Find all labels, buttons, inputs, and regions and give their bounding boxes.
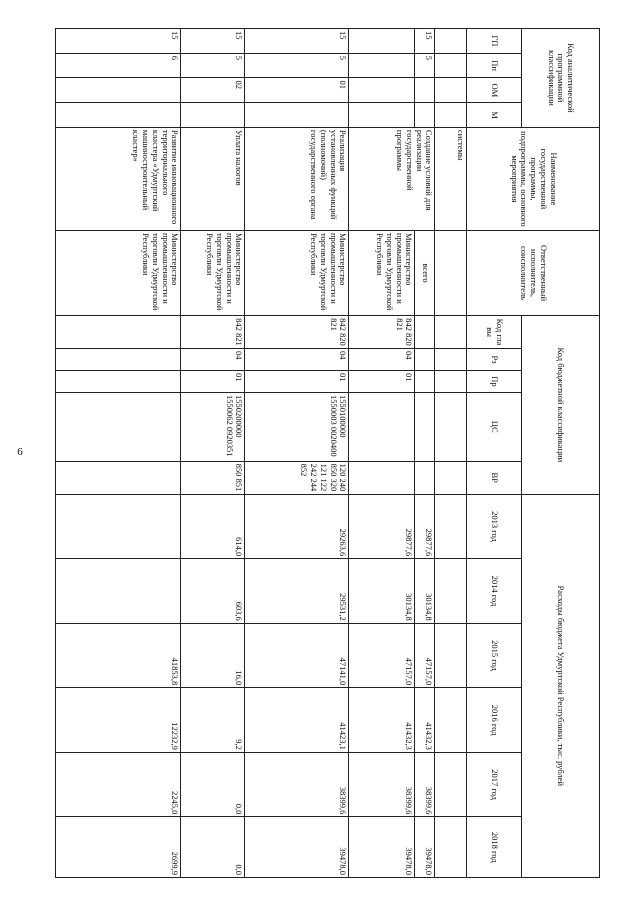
cell-2015: 41853,8 bbox=[56, 623, 181, 688]
header-name: Наименование государственной программы, подпрограммы, основного мероприятия bbox=[467, 127, 600, 230]
cell-2016 bbox=[435, 688, 467, 753]
cell-2018: 2699,9 bbox=[56, 817, 181, 878]
cell-om: 02 bbox=[181, 78, 245, 103]
cell-gp: 15 bbox=[181, 29, 245, 54]
cell-2018: 39478,0 bbox=[245, 817, 349, 878]
cell-2014 bbox=[435, 559, 467, 624]
cell-vr: 120 240 850 320 121 122 242 244 852 bbox=[245, 461, 349, 494]
cell-m bbox=[181, 103, 245, 128]
table-row bbox=[181, 29, 245, 878]
cell-executor: Министерство промышленности и торговли Удмуртской Республики bbox=[56, 230, 181, 315]
cell-gp: 15 bbox=[56, 29, 181, 54]
cell-cs bbox=[435, 392, 467, 461]
cell-pp: 5 bbox=[415, 53, 435, 78]
cell-2015: 47157,0 bbox=[415, 623, 435, 688]
cell-2018: 0,0 bbox=[181, 817, 245, 878]
cell-gp bbox=[349, 29, 415, 54]
cell-cs: 1550100000 1550003 0020400 bbox=[245, 392, 349, 461]
cell-2015 bbox=[435, 623, 467, 688]
cell-2016: 41432,3 bbox=[415, 688, 435, 753]
cell-pp: 5 bbox=[181, 53, 245, 78]
cell-cs bbox=[349, 392, 415, 461]
cell-name: Уплата налогов bbox=[181, 127, 245, 230]
cell-executor: всего bbox=[415, 230, 435, 315]
cell-2018: 39478,0 bbox=[349, 817, 415, 878]
cell-executor: Министерство промышленности и торговли Удмуртской Республики bbox=[245, 230, 349, 315]
cell-name: Развитие инновационного территориального кластера «Удмуртский машиностроительный кластер» bbox=[56, 127, 181, 230]
header-pr: Пр bbox=[467, 371, 522, 393]
header-2016: 2016 год bbox=[467, 688, 522, 753]
cell-rz: 04 bbox=[245, 349, 349, 371]
cell-2017: 38399,6 bbox=[415, 752, 435, 817]
cell-2016: 41432,3 bbox=[349, 688, 415, 753]
cell-2017: 38399,6 bbox=[349, 752, 415, 817]
cell-2014: 30134,8 bbox=[415, 559, 435, 624]
cell-2013: 29877,6 bbox=[415, 494, 435, 559]
header-2018: 2018 год bbox=[467, 817, 522, 878]
header-2015: 2015 год bbox=[467, 623, 522, 688]
cell-name: Создание условий для реализации государственной программы bbox=[349, 127, 435, 230]
header-executor: Ответственный исполнитель, соисполнитель bbox=[467, 230, 600, 315]
cell-2013: 29263,6 bbox=[245, 494, 349, 559]
cell-rz: 04 bbox=[349, 349, 415, 371]
cell-m bbox=[415, 103, 435, 128]
cell-2014: 29531,2 bbox=[245, 559, 349, 624]
cell-vr: 850 851 bbox=[181, 461, 245, 494]
cell-name: системы bbox=[435, 127, 467, 230]
cell-executor: Министерство промышленности и торговли Удмуртской Республики bbox=[181, 230, 245, 315]
cell-2015: 16,0 bbox=[181, 623, 245, 688]
cell-pr bbox=[415, 371, 435, 393]
cell-2013 bbox=[56, 494, 181, 559]
cell-kod: 842 820 821 bbox=[245, 316, 349, 349]
cell-executor bbox=[435, 230, 467, 315]
cell-2016: 9,2 bbox=[181, 688, 245, 753]
cell-om bbox=[435, 78, 467, 103]
header-pp: Пп bbox=[467, 53, 522, 78]
cell-gp bbox=[435, 29, 467, 54]
cell-pp bbox=[349, 53, 415, 78]
header-2017: 2017 год bbox=[467, 752, 522, 817]
cell-2013: 29877,6 bbox=[349, 494, 415, 559]
table-row bbox=[245, 29, 349, 878]
cell-m bbox=[245, 103, 349, 128]
page-number: 6 bbox=[17, 446, 23, 458]
cell-2014: 30134,8 bbox=[349, 559, 415, 624]
cell-2014 bbox=[56, 559, 181, 624]
cell-kod: 842 821 bbox=[181, 316, 245, 349]
cell-rz bbox=[56, 349, 181, 371]
header-kod-glavy: Код гла вы bbox=[467, 316, 522, 349]
table-row bbox=[435, 29, 467, 878]
header-gp: ГП bbox=[467, 29, 522, 54]
cell-cs bbox=[415, 392, 435, 461]
cell-pp: 5 bbox=[245, 53, 349, 78]
cell-2016: 41423,1 bbox=[245, 688, 349, 753]
cell-cs bbox=[56, 392, 181, 461]
header-prog-class: Код аналитической программной классификации bbox=[521, 29, 599, 128]
cell-pr bbox=[56, 371, 181, 393]
cell-vr bbox=[435, 461, 467, 494]
header-vr: ВР bbox=[467, 461, 522, 494]
cell-pr: 01 bbox=[245, 371, 349, 393]
cell-pr bbox=[435, 371, 467, 393]
cell-vr bbox=[415, 461, 435, 494]
cell-kod bbox=[435, 316, 467, 349]
cell-kod: 842 820 821 bbox=[349, 316, 415, 349]
cell-2015: 47157,0 bbox=[349, 623, 415, 688]
cell-2017 bbox=[435, 752, 467, 817]
cell-name: Реализация установленных функций (полномочий) государственного органа bbox=[245, 127, 349, 230]
cell-m bbox=[56, 103, 181, 128]
cell-vr bbox=[56, 461, 181, 494]
table-row bbox=[56, 29, 181, 878]
cell-2013: 614,0 bbox=[181, 494, 245, 559]
cell-kod bbox=[415, 316, 435, 349]
header-2013: 2013 год bbox=[467, 494, 522, 559]
cell-2013 bbox=[435, 494, 467, 559]
header-m: М bbox=[467, 103, 522, 128]
cell-cs: 1550200000 1550062 0920351 bbox=[181, 392, 245, 461]
header-cs: ЦС bbox=[467, 392, 522, 461]
cell-rz bbox=[435, 349, 467, 371]
header-2014: 2014 год bbox=[467, 559, 522, 624]
cell-vr bbox=[349, 461, 415, 494]
cell-2017: 2245,0 bbox=[56, 752, 181, 817]
cell-2018 bbox=[435, 817, 467, 878]
cell-2015: 47141,0 bbox=[245, 623, 349, 688]
header-budget-class: Код бюджетной классификации bbox=[521, 316, 599, 495]
cell-om: 01 bbox=[245, 78, 349, 103]
cell-m bbox=[349, 103, 415, 128]
cell-gp: 15 bbox=[415, 29, 435, 54]
cell-executor: Министерство промышленности и торговли Удмуртской Республики bbox=[349, 230, 415, 315]
header-om: ОМ bbox=[467, 78, 522, 103]
budget-table bbox=[55, 28, 600, 878]
cell-rz: 04 bbox=[181, 349, 245, 371]
cell-m bbox=[435, 103, 467, 128]
cell-pp: 6 bbox=[56, 53, 181, 78]
header-row-1 bbox=[521, 29, 599, 878]
cell-om bbox=[56, 78, 181, 103]
cell-2017: 0,0 bbox=[181, 752, 245, 817]
cell-pr: 01 bbox=[349, 371, 415, 393]
table-row bbox=[415, 29, 435, 878]
cell-gp: 15 bbox=[245, 29, 349, 54]
header-expenses: Расходы бюджета Удмуртской Республики, тыс. рублей bbox=[521, 494, 599, 877]
cell-2014: 603,6 bbox=[181, 559, 245, 624]
budget-table-wrapper bbox=[55, 28, 600, 878]
cell-rz bbox=[415, 349, 435, 371]
header-rz: Рз bbox=[467, 349, 522, 371]
cell-pr: 01 bbox=[181, 371, 245, 393]
cell-pp bbox=[435, 53, 467, 78]
cell-om bbox=[349, 78, 415, 103]
cell-2016: 12232,9 bbox=[56, 688, 181, 753]
cell-kod bbox=[56, 316, 181, 349]
cell-om bbox=[415, 78, 435, 103]
cell-2018: 39478,0 bbox=[415, 817, 435, 878]
cell-2017: 38399,6 bbox=[245, 752, 349, 817]
